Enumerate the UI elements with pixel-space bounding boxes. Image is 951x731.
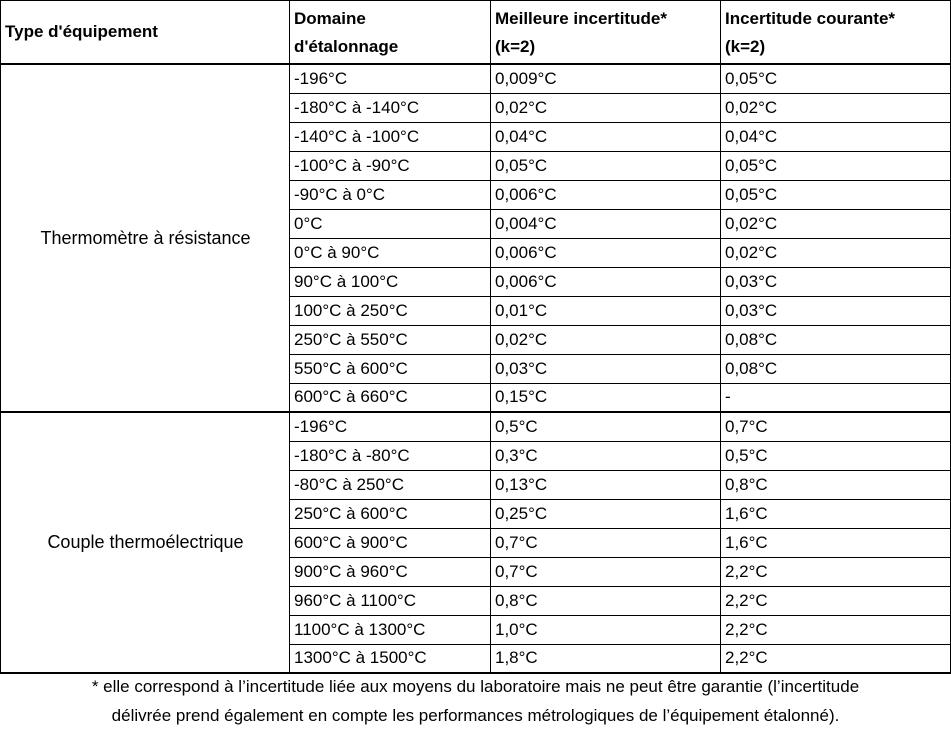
calibration-domain-cell: -180°C à -140°C bbox=[290, 93, 491, 122]
calibration-domain-cell: 1300°C à 1500°C bbox=[290, 644, 491, 673]
best-uncertainty-cell: 0,03°C bbox=[491, 354, 721, 383]
current-uncertainty-cell: 0,02°C bbox=[721, 209, 951, 238]
best-uncertainty-cell: 0,25°C bbox=[491, 499, 721, 528]
best-uncertainty-cell: 1,8°C bbox=[491, 644, 721, 673]
best-uncertainty-cell: 0,004°C bbox=[491, 209, 721, 238]
calibration-domain-cell: -196°C bbox=[290, 412, 491, 441]
best-uncertainty-cell: 0,13°C bbox=[491, 470, 721, 499]
best-uncertainty-cell: 0,009°C bbox=[491, 64, 721, 93]
calibration-domain-cell: -140°C à -100°C bbox=[290, 122, 491, 151]
header-current-uncertainty-line2: (k=2) bbox=[725, 37, 766, 56]
best-uncertainty-cell: 0,7°C bbox=[491, 528, 721, 557]
best-uncertainty-cell: 0,15°C bbox=[491, 383, 721, 412]
header-calibration-domain bbox=[290, 1, 491, 65]
calibration-domain-cell: 0°C à 90°C bbox=[290, 238, 491, 267]
current-uncertainty-cell: 0,5°C bbox=[721, 441, 951, 470]
equipment-type-cell: Thermomètre à résistance bbox=[1, 64, 290, 412]
current-uncertainty-cell: 0,03°C bbox=[721, 267, 951, 296]
best-uncertainty-cell: 0,3°C bbox=[491, 441, 721, 470]
header-calibration-domain-line2: d'étalonnage bbox=[294, 37, 399, 56]
current-uncertainty-cell: 0,05°C bbox=[721, 64, 951, 93]
calibration-domain-cell: 1100°C à 1300°C bbox=[290, 615, 491, 644]
current-uncertainty-cell: - bbox=[721, 383, 951, 412]
best-uncertainty-cell: 0,006°C bbox=[491, 267, 721, 296]
best-uncertainty-cell: 0,04°C bbox=[491, 122, 721, 151]
best-uncertainty-cell: 0,01°C bbox=[491, 296, 721, 325]
header-best-uncertainty-line2: (k=2) bbox=[495, 37, 536, 56]
best-uncertainty-cell: 0,8°C bbox=[491, 586, 721, 615]
header-row bbox=[1, 1, 951, 65]
header-best-uncertainty bbox=[491, 1, 721, 65]
footnote-line-2: délivrée prend également en compte les performances métrologiques de l’équipement étalonné). bbox=[111, 706, 840, 725]
calibration-domain-cell: 600°C à 900°C bbox=[290, 528, 491, 557]
calibration-domain-cell: -196°C bbox=[290, 64, 491, 93]
header-current-uncertainty-line1: Incertitude courante* bbox=[725, 9, 896, 28]
calibration-domain-cell: -180°C à -80°C bbox=[290, 441, 491, 470]
header-equipment-type-label: Type d'équipement bbox=[5, 22, 158, 41]
current-uncertainty-cell: 2,2°C bbox=[721, 586, 951, 615]
current-uncertainty-cell: 0,02°C bbox=[721, 238, 951, 267]
best-uncertainty-cell: 0,006°C bbox=[491, 180, 721, 209]
current-uncertainty-cell: 1,6°C bbox=[721, 528, 951, 557]
current-uncertainty-cell: 0,08°C bbox=[721, 354, 951, 383]
calibration-domain-cell: 250°C à 600°C bbox=[290, 499, 491, 528]
calibration-domain-cell: 900°C à 960°C bbox=[290, 557, 491, 586]
current-uncertainty-cell: 0,04°C bbox=[721, 122, 951, 151]
header-calibration-domain-line1: Domaine bbox=[294, 9, 366, 28]
table-row bbox=[1, 64, 951, 93]
header-equipment-type bbox=[1, 1, 290, 65]
calibration-domain-cell: 0°C bbox=[290, 209, 491, 238]
footnote-line-1: * elle correspond à l’incertitude liée aux moyens du laboratoire mais ne peut être garantie (l’incertitude bbox=[91, 677, 860, 696]
table-body bbox=[1, 64, 951, 673]
best-uncertainty-cell: 1,0°C bbox=[491, 615, 721, 644]
calibration-domain-cell: 960°C à 1100°C bbox=[290, 586, 491, 615]
current-uncertainty-cell: 1,6°C bbox=[721, 499, 951, 528]
current-uncertainty-cell: 0,08°C bbox=[721, 325, 951, 354]
best-uncertainty-cell: 0,02°C bbox=[491, 93, 721, 122]
current-uncertainty-cell: 0,02°C bbox=[721, 93, 951, 122]
best-uncertainty-cell: 0,7°C bbox=[491, 557, 721, 586]
best-uncertainty-cell: 0,02°C bbox=[491, 325, 721, 354]
current-uncertainty-cell: 2,2°C bbox=[721, 644, 951, 673]
current-uncertainty-cell: 0,05°C bbox=[721, 151, 951, 180]
calibration-domain-cell: 250°C à 550°C bbox=[290, 325, 491, 354]
equipment-type-cell: Couple thermoélectrique bbox=[1, 412, 290, 673]
header-current-uncertainty bbox=[721, 1, 951, 65]
current-uncertainty-cell: 0,03°C bbox=[721, 296, 951, 325]
best-uncertainty-cell: 0,05°C bbox=[491, 151, 721, 180]
header-best-uncertainty-line1: Meilleure incertitude* bbox=[495, 9, 667, 28]
current-uncertainty-cell: 2,2°C bbox=[721, 557, 951, 586]
current-uncertainty-cell: 0,7°C bbox=[721, 412, 951, 441]
calibration-domain-cell: 100°C à 250°C bbox=[290, 296, 491, 325]
calibration-domain-cell: 550°C à 600°C bbox=[290, 354, 491, 383]
best-uncertainty-cell: 0,5°C bbox=[491, 412, 721, 441]
current-uncertainty-cell: 0,8°C bbox=[721, 470, 951, 499]
current-uncertainty-cell: 2,2°C bbox=[721, 615, 951, 644]
calibration-domain-cell: -90°C à 0°C bbox=[290, 180, 491, 209]
footnote bbox=[0, 672, 951, 730]
current-uncertainty-cell: 0,05°C bbox=[721, 180, 951, 209]
calibration-domain-cell: -100°C à -90°C bbox=[290, 151, 491, 180]
calibration-domain-cell: 90°C à 100°C bbox=[290, 267, 491, 296]
table-row bbox=[1, 412, 951, 441]
best-uncertainty-cell: 0,006°C bbox=[491, 238, 721, 267]
calibration-domain-cell: -80°C à 250°C bbox=[290, 470, 491, 499]
calibration-domain-cell: 600°C à 660°C bbox=[290, 383, 491, 412]
